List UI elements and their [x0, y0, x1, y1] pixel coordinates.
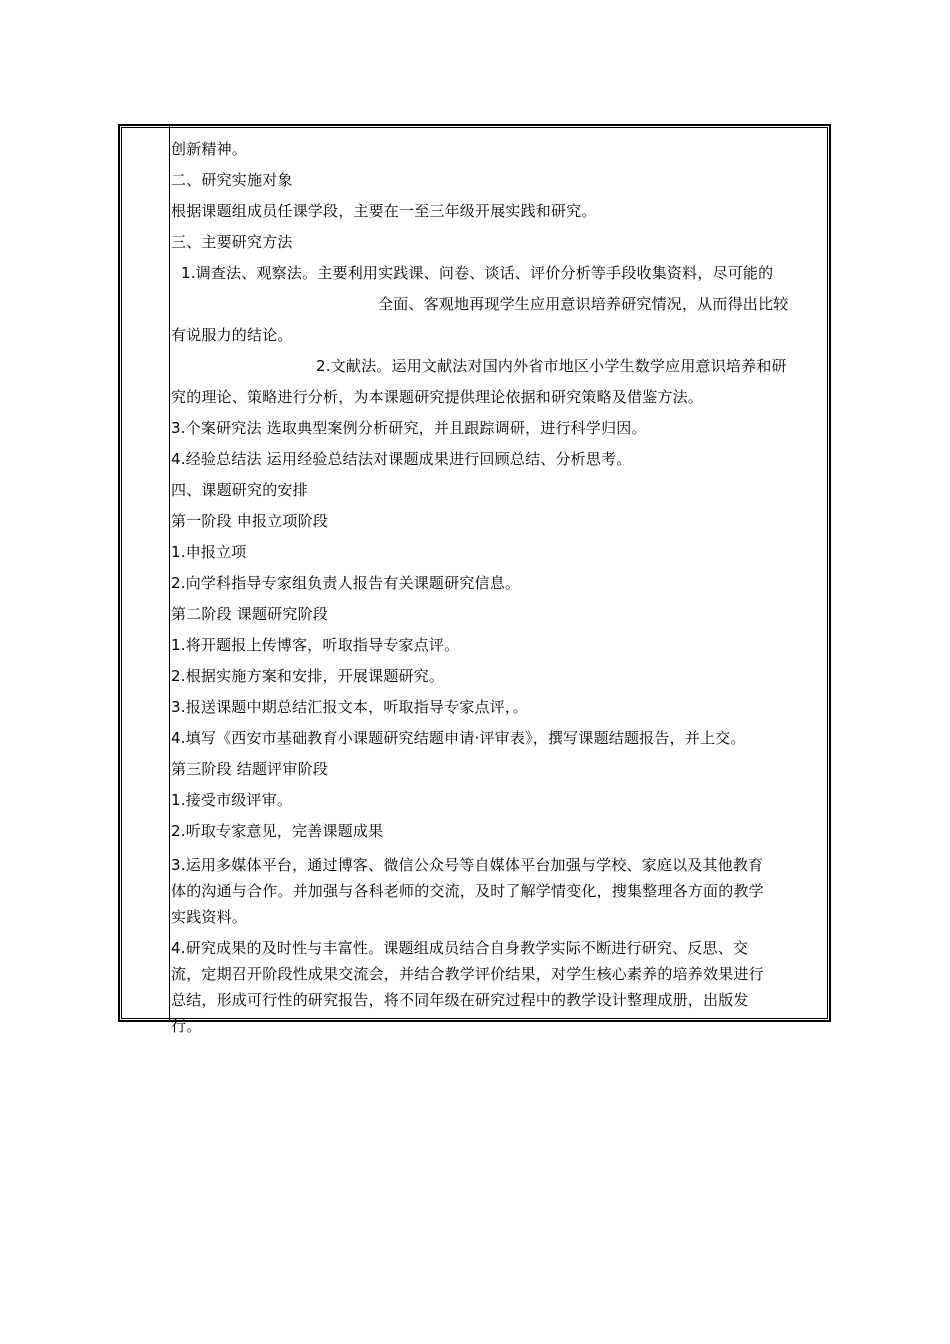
text-line: 总结，形成可行性的研究报告，将不同年级在研究过程中的教学设计整理成册，出版发 — [171, 991, 749, 1009]
text-line: 流，定期召开阶段性成果交流会，并结合教学评价结果，对学生核心素养的培养效果进行 — [171, 965, 764, 983]
stage-heading: 第一阶段 申报立项阶段 — [171, 512, 328, 530]
text-line: 创新精神。 — [171, 140, 248, 158]
list-item: 2.根据实施方案和安排，开展课题研究。 — [171, 667, 445, 685]
text-line: 4.经验总结法 运用经验总结法对课题成果进行回顾总结、分析思考。 — [171, 450, 632, 468]
label-column — [120, 126, 170, 1020]
stage-heading: 第三阶段 结题评审阶段 — [171, 760, 328, 778]
section-heading: 二、研究实施对象 — [171, 171, 293, 189]
content-cell — [171, 134, 829, 1035]
list-item: 2.听取专家意见，完善课题成果 — [171, 822, 384, 840]
list-item: 4.填写《西安市基础教育小课题研究结题申请·评审表》，撰写课题结题报告，并上交。 — [171, 729, 746, 747]
list-item-paragraph — [171, 852, 827, 930]
text-line: 1.调查法、观察法。主要利用实践课、问卷、谈话、评价分析等手段收集资料，尽可能的 — [181, 264, 774, 282]
text-line: 3.个案研究法 选取典型案例分析研究，并且跟踪调研，进行科学归因。 — [171, 419, 647, 437]
list-item: 1.申报立项 — [171, 543, 247, 561]
list-item: 1.接受市级评审。 — [171, 791, 293, 809]
text-line: 3.运用多媒体平台，通过博客、微信公众号等自媒体平台加强与学校、家庭以及其他教育 — [171, 856, 764, 874]
section-heading: 四、课题研究的安排 — [171, 481, 308, 499]
text-line: 究的理论、策略进行分析，为本课题研究提供理论依据和研究策略及借鉴方法。 — [171, 388, 704, 406]
text-line: 2.文献法。运用文献法对国内外省市地区小学生数学应用意识培养和研 — [316, 357, 787, 375]
list-item-paragraph — [171, 935, 827, 1039]
text-line: 有说服力的结论。 — [171, 326, 293, 344]
text-line: 行。 — [171, 1017, 202, 1035]
list-item: 3.报送课题中期总结汇报文本，听取指导专家点评，。 — [171, 698, 528, 716]
text-line: 全面、客观地再现学生应用意识培养研究情况，从而得出比较 — [378, 295, 789, 313]
list-item: 2.向学科指导专家组负责人报告有关课题研究信息。 — [171, 574, 521, 592]
text-line: 体的沟通与合作。并加强与各科老师的交流，及时了解学情变化，搜集整理各方面的教学 — [171, 882, 764, 900]
list-item: 1.将开题报上传博客，听取指导专家点评。 — [171, 636, 460, 654]
section-heading: 三、主要研究方法 — [171, 233, 293, 251]
form-table — [118, 124, 831, 1035]
stage-heading: 第二阶段 课题研究阶段 — [171, 605, 328, 623]
text-line: 4.研究成果的及时性与丰富性。课题组成员结合自身教学实际不断进行研究、反思、交 — [171, 939, 749, 957]
text-line: 实践资料。 — [171, 908, 248, 926]
text-line: 根据课题组成员任课学段，主要在一至三年级开展实践和研究。 — [171, 202, 597, 220]
